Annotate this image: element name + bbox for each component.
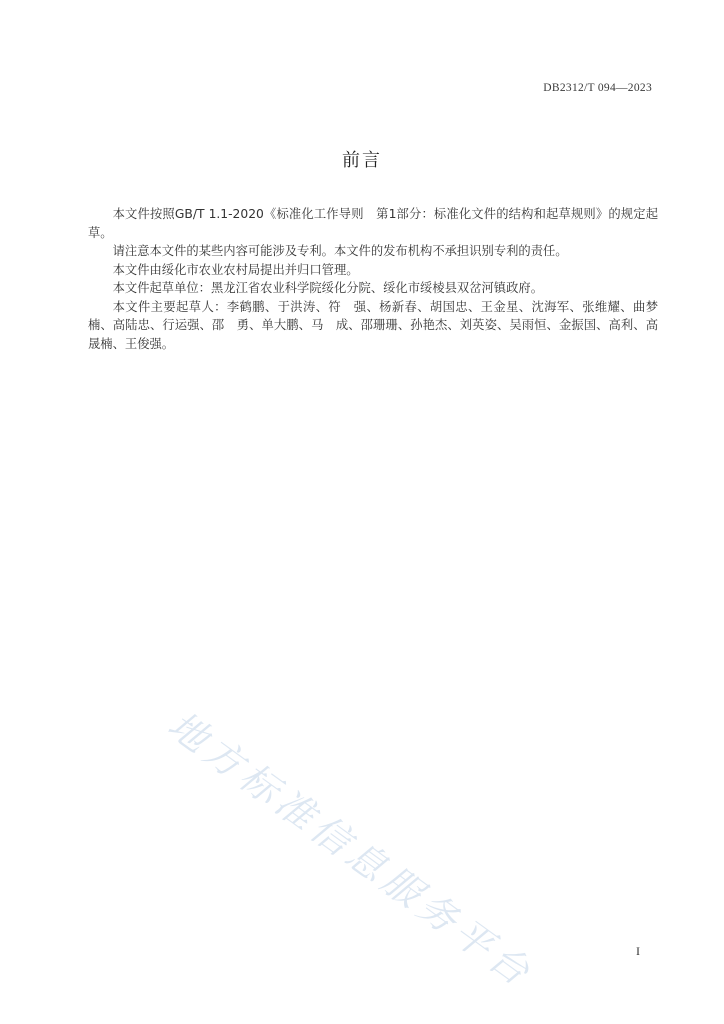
paragraph-patent-notice: 请注意本文件的某些内容可能涉及专利。本文件的发布机构不承担识别专利的责任。 bbox=[112, 244, 568, 258]
foreword-body bbox=[88, 205, 658, 353]
paragraph-drafters: 本文件主要起草人：李鹤鹏、于洪涛、符 强、杨新春、胡国忠、王金星、沈海军、张维耀、曲梦楠、高陆忠、行运强、邵 勇、单大鹏、马 成、邵珊珊、孙艳杰、刘英姿、吴雨恒、金振国、高利、高晟楠、王俊强。 bbox=[88, 299, 658, 351]
page-title: 前言 bbox=[342, 150, 382, 171]
paragraph-drafting-rules: 本文件按照GB/T 1.1-2020《标准化工作导则 第1部分：标准化文件的结构和起草规则》的规定起草。 bbox=[88, 207, 658, 240]
document-code: DB2312/T 094—2023 bbox=[543, 82, 652, 94]
paragraph-proposer: 本文件由绥化市农业农村局提出并归口管理。 bbox=[112, 262, 359, 277]
watermark: 地方标准信息服务平台 bbox=[160, 702, 542, 997]
paragraph-drafting-units: 本文件起草单位：黑龙江省农业科学院绥化分院、绥化市绥棱县双岔河镇政府。 bbox=[112, 281, 543, 295]
page-number: I bbox=[636, 944, 640, 958]
